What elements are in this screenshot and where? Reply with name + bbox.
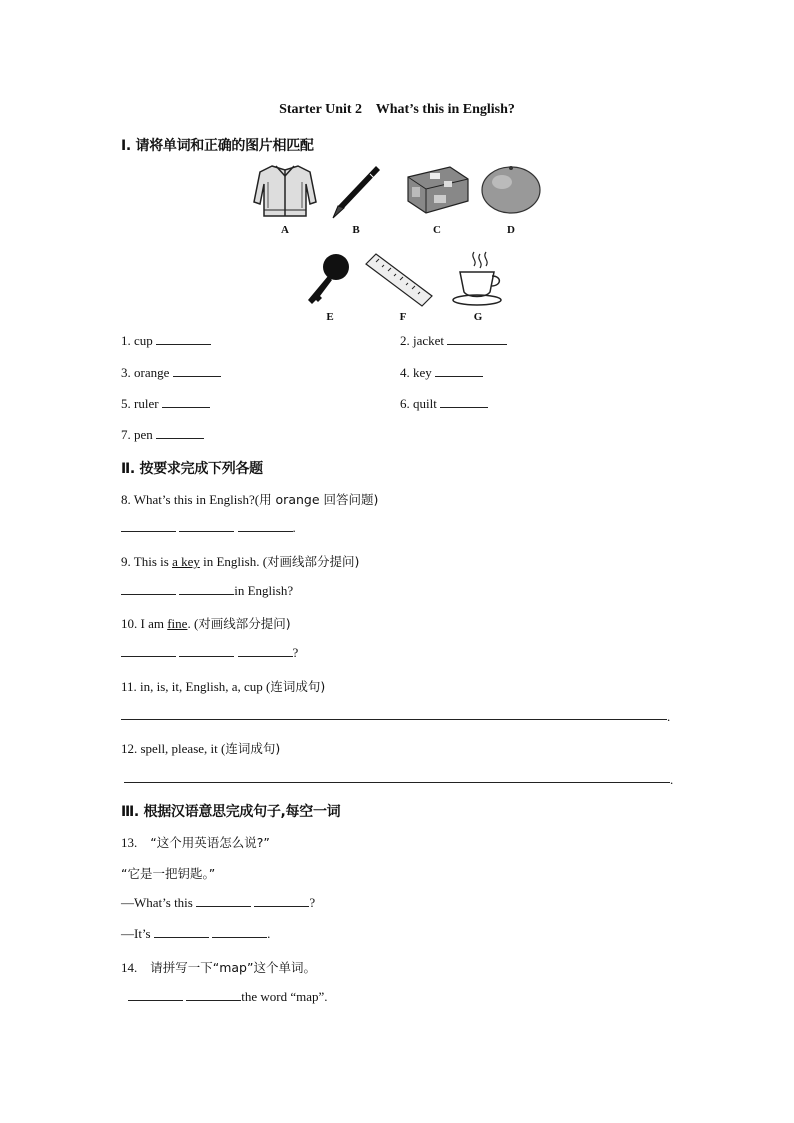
answer-blank[interactable]: [173, 365, 221, 377]
question-8: 8. What’s this in English?(用 orange 回答问题): [121, 492, 379, 507]
picture-label-a: A: [281, 224, 289, 236]
answer-blank[interactable]: [121, 645, 176, 657]
quilt-icon: [404, 163, 472, 218]
answer-blank[interactable]: [440, 396, 488, 408]
picture-label-d: D: [507, 224, 515, 236]
answer-blank[interactable]: [254, 895, 309, 907]
answer-line-12[interactable]: [124, 782, 670, 783]
answer-blank[interactable]: [179, 645, 234, 657]
match-item-7: 7. pen: [121, 427, 204, 443]
picture-label-f: F: [399, 311, 407, 323]
picture-label-c: C: [433, 224, 441, 236]
key-icon: [302, 252, 352, 308]
answer-line-10: ?: [121, 645, 298, 661]
answer-blank[interactable]: [154, 926, 209, 938]
answer-line-11[interactable]: [121, 719, 667, 720]
answer-line-13a: —What’s this ?: [121, 895, 316, 910]
section-2-heading: Ⅱ. 按要求完成下列各题: [121, 461, 263, 477]
question-14: 14. 请拼写一下“map”这个单词。: [121, 960, 316, 975]
question-9: 9. This is a key in English. (对画线部分提问): [121, 554, 360, 569]
section-1-heading: Ⅰ. 请将单词和正确的图片相匹配: [121, 138, 314, 154]
orange-icon: [480, 164, 542, 214]
answer-blank[interactable]: [179, 583, 234, 595]
picture-label-g: G: [473, 311, 483, 323]
question-13: 13. “这个用英语怎么说?”: [121, 835, 270, 850]
question-10: 10. I am fine. (对画线部分提问): [121, 616, 291, 631]
page-title: Starter Unit 2 What’s this in English?: [279, 102, 515, 117]
answer-blank[interactable]: [162, 396, 210, 408]
answer-blank[interactable]: [128, 989, 183, 1001]
match-item-6: 6. quilt: [400, 396, 488, 412]
question-12: 12. spell, please, it (连词成句): [121, 741, 281, 756]
answer-blank[interactable]: [186, 989, 241, 1001]
answer-blank[interactable]: [156, 333, 211, 345]
jacket-icon: [250, 162, 320, 220]
question-11: 11. in, is, it, English, a, cup (连词成句): [121, 679, 326, 694]
picture-label-b: B: [352, 224, 360, 236]
answer-blank[interactable]: [447, 333, 507, 345]
question-13-translation: “它是一把钥匙。”: [121, 866, 216, 881]
answer-blank[interactable]: [435, 365, 483, 377]
pen-icon: [330, 162, 382, 222]
answer-blank[interactable]: [156, 427, 204, 439]
answer-blank[interactable]: [121, 583, 176, 595]
cup-icon: [448, 250, 504, 308]
picture-label-e: E: [326, 311, 334, 323]
match-item-4: 4. key: [400, 365, 483, 381]
match-item-2: 2. jacket: [400, 333, 507, 349]
answer-line-13b: —It’s .: [121, 926, 271, 941]
answer-blank[interactable]: [196, 895, 251, 907]
answer-blank[interactable]: [238, 520, 293, 532]
match-item-1: 1. cup: [121, 333, 211, 349]
answer-blank[interactable]: [212, 926, 267, 938]
match-item-5: 5. ruler: [121, 396, 210, 412]
answer-blank[interactable]: [179, 520, 234, 532]
ruler-icon: [364, 252, 434, 308]
answer-line-8: .: [121, 520, 296, 536]
match-item-3: 3. orange: [121, 365, 221, 381]
answer-blank[interactable]: [121, 520, 176, 532]
answer-line-9: in English?: [121, 583, 293, 599]
answer-line-14: the word “map”.: [128, 989, 328, 1005]
section-3-heading: Ⅲ. 根据汉语意思完成句子,每空一词: [121, 804, 341, 820]
answer-blank[interactable]: [238, 645, 293, 657]
